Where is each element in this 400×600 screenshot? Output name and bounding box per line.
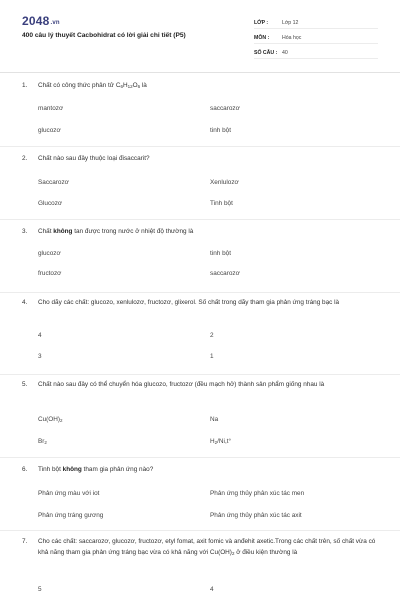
- answer-option[interactable]: mantozơ: [38, 105, 64, 112]
- answer-option[interactable]: Phản ứng thủy phân xúc tác axit: [210, 512, 302, 519]
- question-text: 6. Tinh bột không tham gia phản ứng nào?: [22, 466, 154, 473]
- question-text: 2. Chất nào sau đây thuộc loại đisaccarit?: [22, 155, 150, 162]
- answer-option[interactable]: Xenlulozơ: [210, 179, 239, 186]
- question-text: 5. Chất nào sau đây có thể chuyển hóa glucozo, fructozơ (đều mạch hở) thành sản phẩm giống nhau là: [22, 381, 325, 388]
- question-text: 7. Cho các chất: saccarozơ, glucozơ, fructozơ, etyl fomat, axit fomic và anđehit axetic.Trong các chất trên, số chất vừa có khả năng tham gia phản ứng tráng bạc vừa có khả năng với $Cu(OH)_2$ ở điều kiện thường là: [22, 538, 376, 556]
- question-4: [0, 293, 400, 375]
- answer-option[interactable]: 4: [38, 332, 42, 339]
- meta-row-subject: MÔN : Hóa học: [254, 29, 378, 44]
- meta-row-class: LỚP : Lớp 12: [254, 14, 378, 29]
- answer-option[interactable]: Saccarozơ: [38, 179, 69, 186]
- site-logo[interactable]: 2048.vn: [22, 14, 60, 28]
- document-title: 400 câu lý thuyết Cacbohidrat có lời giải chi tiết (P5): [22, 32, 186, 39]
- answer-option[interactable]: $Br_2$: [38, 438, 47, 445]
- answer-option[interactable]: 1: [210, 353, 214, 360]
- answer-option[interactable]: 5: [38, 586, 42, 593]
- answer-option[interactable]: tinh bột: [210, 250, 231, 257]
- answer-option[interactable]: Tinh bột: [210, 200, 233, 207]
- answer-option[interactable]: Phản ứng màu với iot: [38, 490, 100, 497]
- answer-option[interactable]: Phản ứng tráng gương: [38, 512, 104, 519]
- question-text: 4. Cho dãy các chất: glucozo, xenlulozơ, fructozơ, glixerol. Số chất trong dãy tham gia phản ứng tráng bạc là: [22, 299, 340, 306]
- page-header: [0, 0, 400, 66]
- answer-option[interactable]: 3: [38, 353, 42, 360]
- answer-option[interactable]: glucozơ: [38, 127, 61, 134]
- answer-option[interactable]: Phản ứng thủy phân xúc tác men: [210, 490, 305, 497]
- answer-option[interactable]: $Cu(OH)_2$: [38, 416, 63, 423]
- question-6: [0, 458, 400, 531]
- answer-option[interactable]: Na: [210, 416, 219, 423]
- question-text: 3. Chất không tan được trong nước ở nhiệt độ thường là: [22, 228, 194, 235]
- question-5: [0, 375, 400, 458]
- question-3: [0, 220, 400, 293]
- answer-option[interactable]: glucozơ: [38, 250, 61, 257]
- answer-option[interactable]: Glucozơ: [38, 200, 63, 207]
- answer-option[interactable]: fructozơ: [38, 270, 62, 277]
- question-1: [0, 73, 400, 147]
- question-2: [0, 147, 400, 220]
- answer-option[interactable]: saccarozơ: [210, 270, 240, 277]
- answer-option[interactable]: $H_2/Ni,t^\circ$: [210, 438, 232, 445]
- answer-option[interactable]: saccarozơ: [210, 105, 240, 112]
- question-7: [0, 531, 400, 600]
- question-text: 1. Chất có công thức phân tử $C_6H_{12}O_6$ là: [22, 82, 147, 89]
- meta-table: [254, 14, 378, 59]
- meta-row-count: SỐ CÂU : 40: [254, 44, 378, 59]
- answer-option[interactable]: tinh bột: [210, 127, 231, 134]
- answer-option[interactable]: 4: [210, 586, 214, 593]
- answer-option[interactable]: 2: [210, 332, 214, 339]
